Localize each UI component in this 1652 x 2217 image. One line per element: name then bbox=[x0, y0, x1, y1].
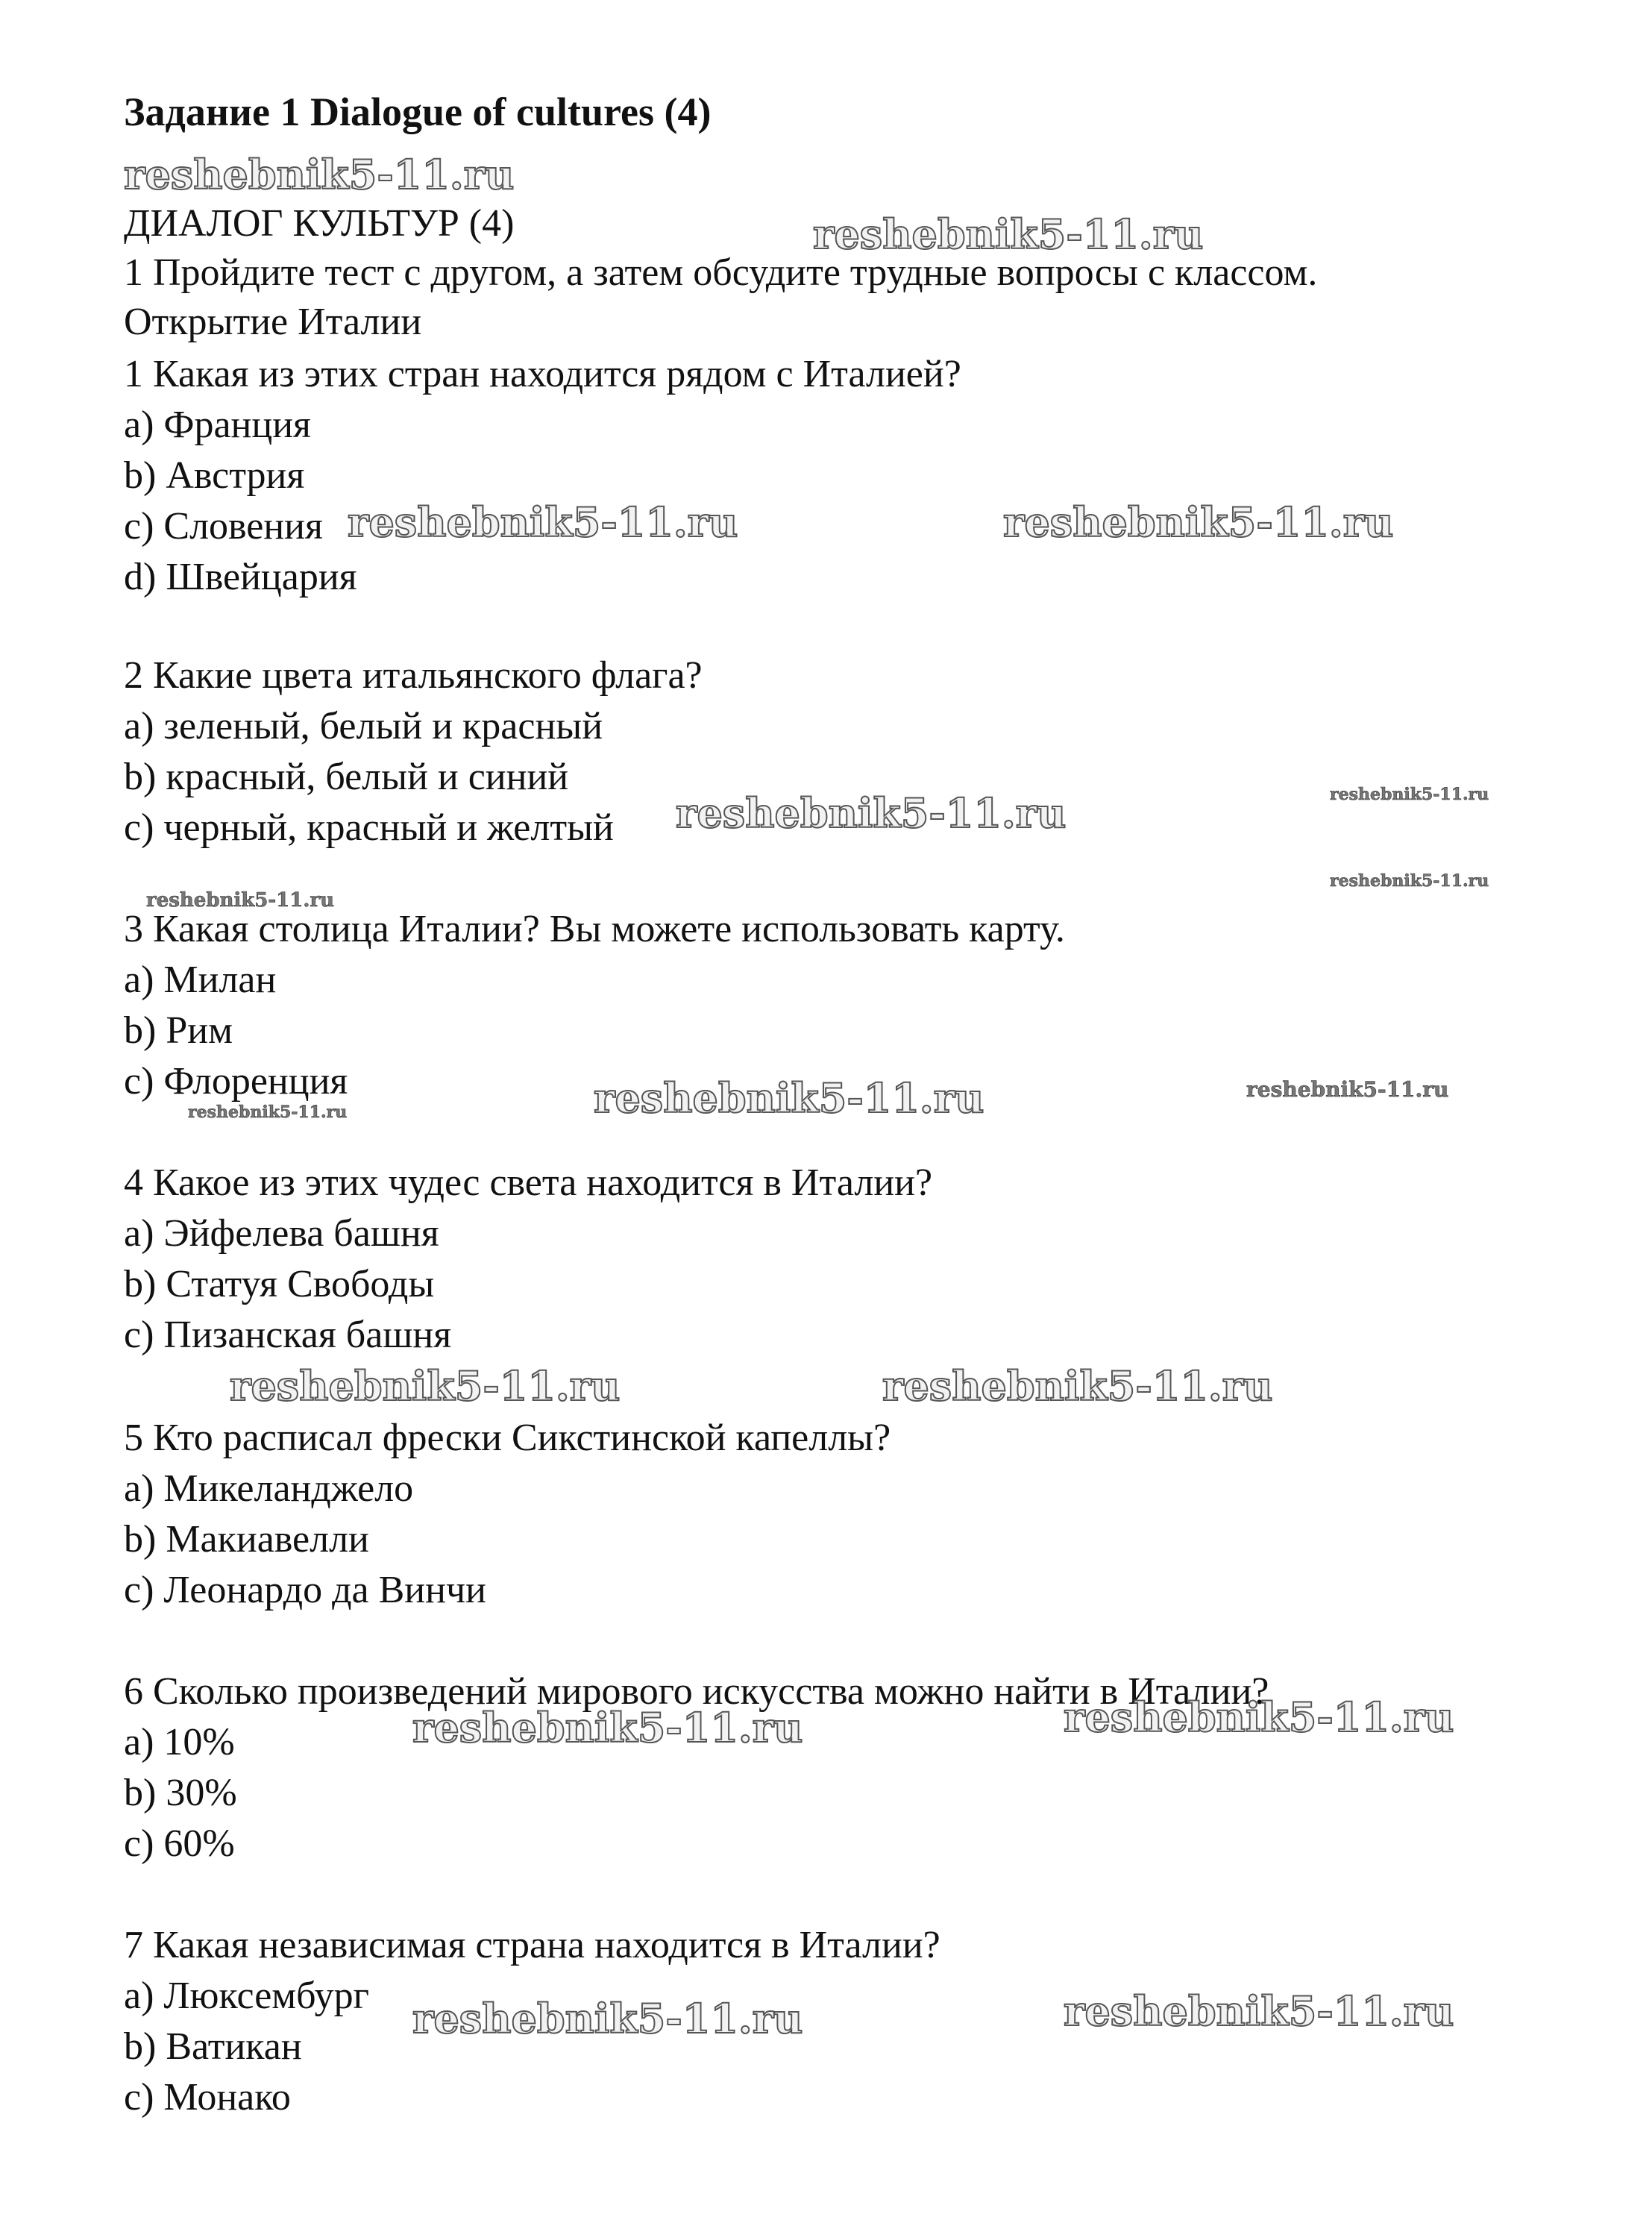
question-7-option-c: c) Монако bbox=[124, 2076, 291, 2119]
watermark: reshebnik5-11.ru bbox=[1064, 1693, 1454, 1741]
page-subtitle: ДИАЛОГ КУЛЬТУР (4) bbox=[124, 202, 515, 245]
question-3-option-b: b) Рим bbox=[124, 1009, 233, 1052]
question-7-option-a: a) Люксембург bbox=[124, 1975, 369, 2017]
question-6-option-a: a) 10% bbox=[124, 1721, 235, 1763]
question-2-option-c: c) черный, красный и желтый bbox=[124, 806, 614, 849]
watermark: reshebnik5-11.ru bbox=[412, 1704, 803, 1752]
question-5: 5 Кто расписал фрески Сикстинской капеллы? bbox=[124, 1417, 891, 1459]
question-3-option-c: c) Флоренция bbox=[124, 1060, 348, 1103]
question-4-option-b: b) Статуя Свободы bbox=[124, 1263, 435, 1305]
page-title: Задание 1 Dialogue of cultures (4) bbox=[124, 90, 712, 134]
instruction-text: 1 Пройдите тест с другом, а затем обсудите трудные вопросы с классом. bbox=[124, 251, 1318, 294]
question-2: 2 Какие цвета итальянского флага? bbox=[124, 654, 703, 697]
watermark: reshebnik5-11.ru bbox=[676, 789, 1067, 837]
question-6: 6 Сколько произведений мирового искусства можно найти в Италии? bbox=[124, 1670, 1269, 1713]
question-6-option-c: c) 60% bbox=[124, 1822, 235, 1865]
question-1: 1 Какая из этих стран находится рядом с Италией? bbox=[124, 353, 961, 395]
watermark: reshebnik5-11.ru bbox=[230, 1362, 621, 1410]
quiz-title: Открытие Италии bbox=[124, 301, 422, 343]
question-5-option-b: b) Макиавелли bbox=[124, 1518, 369, 1561]
watermark: reshebnik5-11.ru bbox=[1330, 871, 1489, 891]
watermark: reshebnik5-11.ru bbox=[1330, 785, 1489, 804]
question-1-option-c: c) Словения bbox=[124, 505, 323, 548]
question-7: 7 Какая независимая страна находится в Италии? bbox=[124, 1924, 940, 1966]
question-3-option-a: a) Милан bbox=[124, 959, 277, 1001]
question-1-option-b: b) Австрия bbox=[124, 454, 305, 497]
watermark: reshebnik5-11.ru bbox=[124, 151, 515, 198]
watermark: reshebnik5-11.ru bbox=[348, 498, 738, 546]
watermark: reshebnik5-11.ru bbox=[188, 1103, 348, 1122]
watermark: reshebnik5-11.ru bbox=[146, 889, 335, 912]
watermark: reshebnik5-11.ru bbox=[412, 1995, 803, 2042]
question-5-option-c: c) Леонардо да Винчи bbox=[124, 1569, 486, 1611]
question-4-option-a: a) Эйфелева башня bbox=[124, 1212, 439, 1255]
question-7-option-b: b) Ватикан bbox=[124, 2025, 302, 2068]
question-6-option-b: b) 30% bbox=[124, 1772, 237, 1814]
watermark: reshebnik5-11.ru bbox=[1064, 1987, 1454, 2035]
question-5-option-a: a) Микеланджело bbox=[124, 1467, 414, 1510]
question-3: 3 Какая столица Италии? Вы можете использовать карту. bbox=[124, 908, 1065, 950]
watermark: reshebnik5-11.ru bbox=[594, 1074, 984, 1122]
watermark: reshebnik5-11.ru bbox=[1003, 498, 1394, 546]
watermark: reshebnik5-11.ru bbox=[1246, 1077, 1449, 1102]
question-1-option-d: d) Швейцария bbox=[124, 556, 357, 598]
question-1-option-a: a) Франция bbox=[124, 404, 311, 446]
question-4: 4 Какое из этих чудес света находится в Италии? bbox=[124, 1161, 933, 1204]
question-4-option-c: c) Пизанская башня bbox=[124, 1314, 452, 1356]
watermark: reshebnik5-11.ru bbox=[813, 210, 1204, 258]
question-2-option-b: b) красный, белый и синий bbox=[124, 756, 569, 798]
question-2-option-a: a) зеленый, белый и красный bbox=[124, 705, 603, 747]
watermark: reshebnik5-11.ru bbox=[882, 1362, 1273, 1410]
